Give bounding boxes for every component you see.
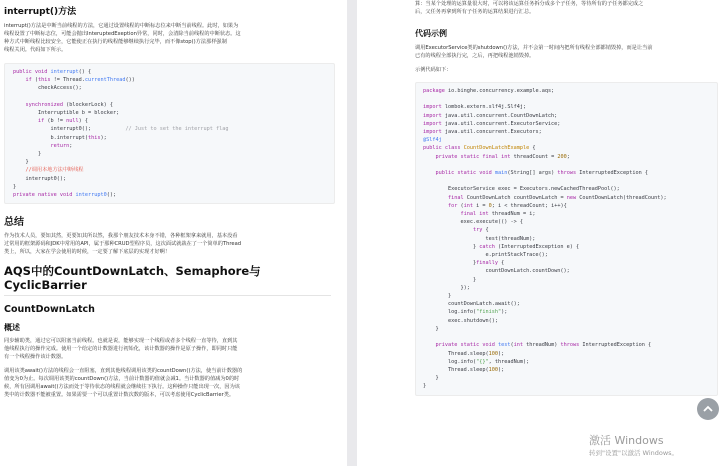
code-line xyxy=(423,300,710,308)
section-divider xyxy=(4,295,331,296)
code-token: import xyxy=(423,104,442,111)
code-token: private xyxy=(13,192,35,199)
code-token: ; xyxy=(566,153,570,160)
code-line xyxy=(423,350,710,358)
code-token: io.binghe.concurrency.example.aqs; xyxy=(444,88,555,94)
countdownlatch-code-block xyxy=(415,82,718,396)
code-token: countDownLatch.countDown(); xyxy=(423,268,570,275)
code-line xyxy=(423,153,710,161)
code-token: e.printStackTrace(); xyxy=(423,252,548,259)
code-line xyxy=(423,202,710,210)
code-token xyxy=(423,227,473,233)
code-token: countDownLatch.await(); xyxy=(423,301,520,308)
code-token: 100 xyxy=(488,366,498,373)
await-paragraph xyxy=(4,367,347,399)
code-token: ExecutorService exec = Executors.newCachedThreadPool(); xyxy=(423,186,620,193)
code-line xyxy=(423,177,710,185)
code-line xyxy=(423,276,710,284)
code-token xyxy=(423,342,436,348)
code-token: try xyxy=(472,227,483,234)
example-label: 示例代码如下： xyxy=(415,67,452,73)
code-example-heading: 代码示例 xyxy=(415,29,447,38)
code-token: package xyxy=(423,88,445,94)
paragraph-line: 过常用的框架源码和JDK中常用的API，属于那种CRUD型程序员，这次面试就栽在了一个简单的Thread xyxy=(4,241,242,248)
code-token: b.interrupt( xyxy=(13,134,88,141)
code-line xyxy=(423,292,710,300)
code-token: this xyxy=(38,77,51,84)
code-token: , threadNum); xyxy=(488,358,530,365)
paragraph-line: 调用ExecutorService类的shutdown()方法，并不会第一时间内把所有线程全部都销毁掉，而是让当前 xyxy=(415,45,653,51)
code-token xyxy=(13,77,26,83)
code-token: java.util.concurrent.CountDownLatch; xyxy=(441,112,558,119)
paragraph-line: 作为技术人员，要知其然，更要知其所以然，我那个朋友技术本身不错，各种框架拿来就用，基本没看 xyxy=(4,233,238,240)
code-token: throws xyxy=(557,170,577,177)
code-token: } xyxy=(423,325,439,332)
code-token: "finish" xyxy=(476,309,502,316)
code-token: exec.shutdown(); xyxy=(423,317,498,324)
code-token: interrupt0 xyxy=(75,192,107,199)
code-token: ); xyxy=(501,309,508,316)
paragraph-line: 值变为0为止。每次调用该类的countDown()方法，当前计数器的值就会减1。当计数器的值减为0的时 xyxy=(4,376,240,383)
code-token: int xyxy=(479,211,489,218)
code-token: } xyxy=(13,183,17,190)
code-token: Interruptible b = blocker; xyxy=(13,110,120,117)
code-token: class xyxy=(444,145,461,152)
code-token xyxy=(423,154,436,160)
code-token: void xyxy=(482,342,495,349)
code-line xyxy=(423,95,710,103)
code-token: exec.execute(() -> { xyxy=(423,219,523,226)
code-token: java.util.concurrent.ExecutorService; xyxy=(441,120,561,127)
code-token: InterruptedException { xyxy=(579,342,652,349)
code-line xyxy=(423,120,710,128)
code-token: threadCount = xyxy=(510,153,558,160)
code-token: checkAccess(); xyxy=(13,85,82,92)
code-token: //调用本地方法中断线程 xyxy=(25,167,84,174)
code-line xyxy=(13,166,326,174)
scroll-to-top-button[interactable] xyxy=(697,398,719,420)
code-token: int xyxy=(501,153,511,160)
paragraph-line: 类中的计数器不能被重置。如果需要一个可以重置计数次数的版本，可以考虑使用CyclicBarrier类。 xyxy=(4,392,235,399)
code-token: return xyxy=(50,142,70,149)
code-token: @Slf4j xyxy=(423,137,442,144)
code-token: static xyxy=(460,153,480,160)
watermark-title: 激活 Windows xyxy=(589,434,664,447)
code-token: native xyxy=(38,192,57,199)
code-token: CountDownLatch(threadCount); xyxy=(576,194,667,201)
code-token: this xyxy=(87,134,101,141)
code-token xyxy=(423,195,448,201)
code-token: int xyxy=(463,202,473,209)
code-token: { xyxy=(482,227,489,234)
interrupt-code-block xyxy=(4,63,335,204)
code-token: currentThread xyxy=(84,77,126,84)
code-token xyxy=(13,143,50,149)
code-line xyxy=(423,169,710,177)
code-token: new xyxy=(566,194,577,201)
code-token: public xyxy=(435,170,455,177)
code-token: }); xyxy=(423,284,470,291)
code-line xyxy=(423,218,710,226)
paragraph-line: 调用该类await()方法的线程会一直阻塞，直到其他线程调用该类的countDown()方法，使当前计数器的 xyxy=(4,368,243,375)
code-line xyxy=(423,194,710,202)
code-token: } xyxy=(423,383,427,390)
code-token: } xyxy=(13,151,42,158)
code-line xyxy=(13,101,326,109)
code-token: if xyxy=(38,118,45,125)
code-token: (String[] args) xyxy=(507,170,558,177)
code-line xyxy=(423,136,710,144)
code-token: InterruptedException { xyxy=(576,170,648,177)
code-token: // Just to set the interrupt flag xyxy=(125,126,229,133)
code-line xyxy=(423,103,710,111)
code-line xyxy=(423,366,710,374)
code-token: (b != xyxy=(44,118,67,125)
paragraph-line: 线程关闭。代码如下所示。 xyxy=(4,47,67,53)
code-token: static xyxy=(460,342,480,349)
code-token: ( xyxy=(510,342,514,349)
code-line xyxy=(423,210,710,218)
code-token: test xyxy=(498,342,511,349)
code-token: public xyxy=(13,69,32,75)
overview-heading: 概述 xyxy=(4,323,20,333)
code-token: throws xyxy=(560,342,580,349)
code-line xyxy=(423,325,710,333)
paragraph-line: 线程设置了中断标志位，可能会抛出InteruptedExeption异常，同时，会清除当前线程的中断状态。这 xyxy=(4,31,241,37)
code-line xyxy=(423,382,710,390)
code-token: private xyxy=(435,153,458,160)
code-token: final xyxy=(460,211,477,218)
code-token: 200 xyxy=(557,153,567,160)
code-line xyxy=(423,235,710,243)
code-token xyxy=(423,203,448,209)
code-token: import xyxy=(423,120,442,127)
aqs-section-title xyxy=(4,264,347,292)
code-line xyxy=(13,117,326,125)
code-line xyxy=(13,93,326,101)
code-token: interrupt0(); xyxy=(13,175,67,182)
code-token: catch xyxy=(479,243,495,250)
paragraph-line: interrupt()方法是中断当前线程的方法，它通过设置线程的中断标志位来中断当前线程。此时，如果为 xyxy=(4,23,239,29)
right-document-page xyxy=(357,0,720,466)
code-token: threadNum = i; xyxy=(488,211,536,218)
code-token: null xyxy=(66,118,79,125)
code-line xyxy=(13,175,326,183)
code-token: ); xyxy=(497,366,505,373)
left-document-page xyxy=(0,0,347,466)
code-line xyxy=(13,84,326,92)
code-token: ( xyxy=(457,202,464,209)
shutdown-paragraph xyxy=(415,44,720,60)
code-token: ) { xyxy=(78,118,88,125)
code-token: } xyxy=(423,375,439,382)
code-token xyxy=(13,167,26,173)
code-token: int xyxy=(513,342,523,349)
code-token: main xyxy=(494,170,508,177)
code-line xyxy=(423,128,710,136)
code-line xyxy=(13,125,326,133)
code-token: ); xyxy=(100,134,107,141)
code-token: } xyxy=(423,243,480,250)
code-token: 0 xyxy=(488,202,492,209)
code-token: } xyxy=(423,276,477,283)
code-line xyxy=(423,374,710,382)
code-line xyxy=(423,333,710,341)
code-line xyxy=(13,134,326,142)
code-token: "{}" xyxy=(476,358,489,365)
code-token: interrupt xyxy=(50,69,79,75)
code-token: for xyxy=(448,202,458,209)
code-line xyxy=(423,144,710,152)
code-line xyxy=(13,191,326,199)
code-token xyxy=(13,102,26,108)
code-token: != Thread. xyxy=(50,77,85,84)
code-token: finally xyxy=(476,260,498,267)
code-token: } xyxy=(423,260,477,267)
code-token: java.util.concurrent.Executors; xyxy=(441,129,542,136)
paragraph-line: 种方式中断线程比较安全，它能使正在执行的线程能够继续执行完毕，而不像stop()方法那样强制 xyxy=(4,39,227,45)
code-line xyxy=(423,259,710,267)
paragraph-line: 算：当某个处理的运算量很大时，可以将该运算任务拆分成多个子任务，等待所有的子任务都完成之 xyxy=(415,1,644,7)
interrupt-method-heading: interrupt()方法 xyxy=(4,7,77,17)
paragraph-line: 有一个线程操作该计数器。 xyxy=(4,354,67,361)
paragraph-line: 同步辅助类，通过它可以阻塞当前线程。也就是说，能够实现一个线程或者多个线程一直等待，直到其 xyxy=(4,338,238,345)
summary-heading: 总结 xyxy=(4,217,24,229)
code-token xyxy=(13,118,38,124)
code-token: static xyxy=(457,170,477,177)
code-line xyxy=(423,161,710,169)
code-token: interrupt0(); xyxy=(13,126,126,133)
code-token: { xyxy=(529,145,536,152)
code-token: private xyxy=(435,342,458,349)
code-token: void xyxy=(34,69,48,75)
code-token: import xyxy=(423,112,442,119)
code-token: (); xyxy=(106,192,117,199)
code-token: public xyxy=(423,145,442,152)
code-token: CountDownLatch countDownLatch = xyxy=(463,194,567,201)
title-line: AQS中的CountDownLatch、Semaphore与 xyxy=(4,264,261,279)
code-line xyxy=(13,142,326,150)
code-token: Thread.sleep( xyxy=(423,366,489,373)
code-token: if xyxy=(25,77,32,84)
code-token: 100 xyxy=(488,350,498,357)
code-line xyxy=(13,183,326,191)
code-token: (blockerLock) { xyxy=(62,101,113,108)
code-line xyxy=(423,358,710,366)
code-token: log.info( xyxy=(423,309,477,316)
code-line xyxy=(423,267,710,275)
code-token: i = xyxy=(473,202,489,209)
chevron-up-icon xyxy=(702,403,714,415)
code-line xyxy=(13,68,326,76)
code-token: ); xyxy=(497,350,505,357)
overview-paragraph xyxy=(4,337,347,361)
summary-paragraph xyxy=(4,232,347,256)
code-token: } xyxy=(13,159,29,166)
code-line xyxy=(423,341,710,349)
code-token: synchronized xyxy=(25,101,63,108)
code-token: final xyxy=(482,153,498,160)
title-line: CyclicBarrier xyxy=(4,278,87,293)
countdownlatch-heading: CountDownLatch xyxy=(4,304,95,316)
code-line xyxy=(423,112,710,120)
code-token: } xyxy=(423,293,452,300)
watermark-subtitle: 转到"设置"以激活 Windows。 xyxy=(589,449,679,457)
code-token: log.info( xyxy=(423,358,477,365)
code-line xyxy=(13,76,326,84)
code-line xyxy=(423,226,710,234)
paragraph-line: 类上，所以，大家在学会使用的时候，一定要了解下底层的实现才好啊！ xyxy=(4,249,171,256)
code-token xyxy=(423,170,436,176)
code-token: final xyxy=(448,194,464,201)
interrupt-method-description xyxy=(4,22,347,54)
code-line xyxy=(13,109,326,117)
code-line xyxy=(423,317,710,325)
code-token: { xyxy=(497,260,505,267)
code-line xyxy=(13,150,326,158)
code-line xyxy=(423,308,710,316)
paragraph-line: 他线程执行的操作完成。使用一个给定的计数器进行初始化，该计数器的操作是原子操作，即同时只能 xyxy=(4,346,238,353)
code-token: import xyxy=(423,129,442,136)
code-line xyxy=(13,158,326,166)
code-token: test(threadNum); xyxy=(423,235,536,242)
code-token: ; i < threadCount; i++){ xyxy=(491,202,567,209)
code-token: void xyxy=(59,192,73,199)
task-split-paragraph xyxy=(415,0,720,16)
code-token: CountDownLatchExample xyxy=(463,145,530,152)
code-token: threadNum) xyxy=(523,342,561,349)
paragraph-line: 后，父任务再拿到所有子任务的运算结果进行汇总。 xyxy=(415,9,535,15)
code-token: () { xyxy=(78,69,92,75)
code-token xyxy=(423,211,460,217)
code-token: ()) xyxy=(125,77,135,84)
paragraph-line: 已有的线程全部执行完，之后，再把线程池销毁掉。 xyxy=(415,53,535,59)
code-token: lombok.extern.slf4j.Slf4j; xyxy=(441,104,527,111)
code-line xyxy=(423,251,710,259)
windows-activation-watermark xyxy=(589,434,678,458)
code-token: ( xyxy=(31,77,38,84)
code-line xyxy=(423,284,710,292)
code-line xyxy=(423,185,710,193)
code-token: Thread.sleep( xyxy=(423,350,489,357)
code-token: (InterruptedException e) { xyxy=(494,243,580,250)
code-token: ; xyxy=(69,142,73,149)
code-token: void xyxy=(479,170,492,177)
paragraph-line: 候，所有因调用await()方法而处于等待状态的线程就会继续往下执行。这种操作只能出现一次，因为该 xyxy=(4,384,240,391)
code-line xyxy=(423,243,710,251)
code-line xyxy=(423,87,710,95)
